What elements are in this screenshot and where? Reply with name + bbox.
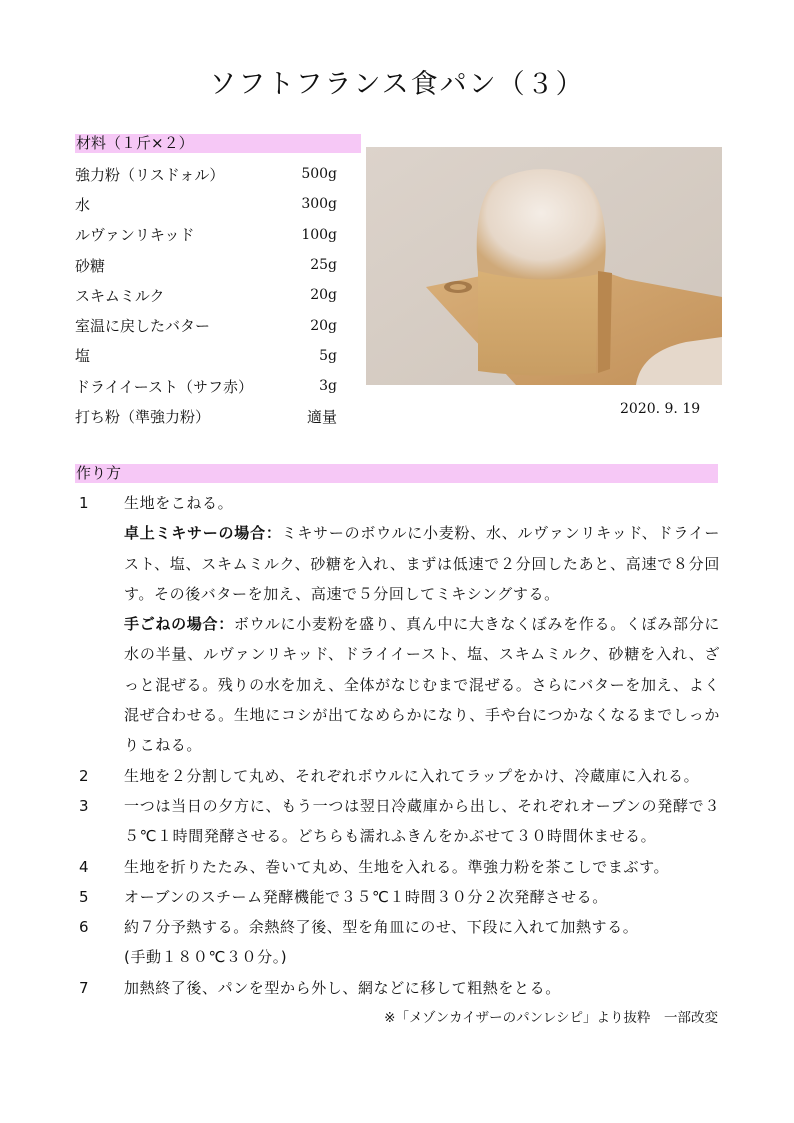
- ingredient-name: ドライイースト（サフ赤）: [75, 377, 254, 396]
- step-text: 一つは当日の夕方に、もう一つは翌日冷蔵庫から出し、それぞれオーブンの発酵で３５℃１時間発酵させる。どちらも濡れふきんをかぶせて３０時間休ませる。: [124, 796, 720, 846]
- ingredients-list: [75, 159, 337, 432]
- step-text: オーブンのスチーム発酵機能で３５℃１時間３０分２次発酵させる。: [124, 887, 608, 906]
- step-number: 4: [79, 857, 89, 876]
- ingredient-row: [75, 341, 337, 371]
- method-steps: [75, 488, 720, 1003]
- step-item: [75, 973, 720, 1003]
- step-text: 加熱終了後、パンを型から外し、網などに移して粗熱をとる。: [124, 978, 561, 997]
- step-text: 生地を折りたたみ、巻いて丸め、生地を入れる。準強力粉を茶こしでまぶす。: [124, 857, 670, 876]
- ingredient-amount: 25g: [310, 257, 337, 274]
- step-number: 6: [79, 918, 89, 937]
- step-number: [75, 609, 124, 760]
- bread-photo: [366, 147, 722, 385]
- step-item: [75, 518, 720, 609]
- step-body: ボウルに小麦粉を盛り、真ん中に大きなくぼみを作る。くぼみ部分に水の半量、ルヴァンリキッド、ドライイースト、塩、スキムミルク、砂糖を入れ、ざっと混ぜる。残りの水を加え、全体がなじむまで混ぜる。さらにバターを加え、よく混ぜ合わせる。生地にコシが出てなめらかになり、手や台につかなくなるまでしっかりこねる。: [124, 615, 720, 755]
- step-text: 生地を２分割して丸め、それぞれボウルに入れてラップをかけ、冷蔵庫に入れる。: [124, 766, 700, 785]
- step-number: [75, 942, 124, 972]
- date-label: 2020. 9. 19: [620, 401, 701, 417]
- ingredient-row: [75, 371, 337, 401]
- ingredient-amount: 5g: [319, 347, 337, 364]
- ingredient-name: 塩: [75, 347, 91, 366]
- ingredient-name: 強力粉（リスドォル）: [75, 165, 225, 184]
- ingredient-amount: 適量: [306, 408, 337, 427]
- ingredient-row: [75, 250, 337, 280]
- ingredient-name: ルヴァンリキッド: [75, 226, 195, 245]
- step-text: 生地をこねる。: [124, 494, 234, 512]
- ingredients-header: 材料（１斤×２）: [75, 134, 361, 153]
- ingredient-row: [75, 189, 337, 219]
- step-text: [124, 518, 720, 609]
- step-item: [75, 912, 720, 942]
- ingredient-amount: 500g: [301, 166, 337, 183]
- ingredient-name: 打ち粉（準強力粉）: [75, 408, 211, 427]
- ingredient-amount: 3g: [319, 378, 337, 395]
- ingredient-row: [75, 159, 337, 189]
- step-text: (手動１８０℃３０分。): [124, 948, 288, 967]
- ingredient-name: 室温に戻したバター: [75, 317, 211, 336]
- ingredient-amount: 100g: [301, 226, 337, 243]
- step-item: [75, 761, 720, 791]
- step-item: [75, 942, 720, 972]
- method-header: 作り方: [75, 464, 718, 483]
- ingredient-row: [75, 310, 337, 340]
- step-number: 5: [79, 887, 89, 906]
- source-note: ※「メゾンカイザーのパンレシピ」より抜粋 一部改変: [384, 1010, 718, 1026]
- step-text: 約７分予熱する。余熱終了後、型を角皿にのせ、下段に入れて加熱する。: [124, 918, 639, 937]
- ingredient-row: [75, 220, 337, 250]
- step-number: 7: [79, 978, 89, 997]
- page-title: ソフトフランス食パン（３）: [209, 69, 585, 100]
- ingredient-row: [75, 280, 337, 310]
- step-number: 2: [79, 766, 89, 785]
- ingredient-name: 砂糖: [75, 256, 106, 275]
- step-lead: 卓上ミキサーの場合：: [124, 524, 282, 543]
- ingredient-amount: 20g: [310, 287, 337, 304]
- step-body: ミキサーのボウルに小麦粉、水、ルヴァンリキッド、ドライースト、塩、スキムミルク、砂糖を入れ、まずは低速で２分回したあと、高速で８分回す。その後バターを加え、高速で５分回してミキシングする。: [124, 524, 720, 603]
- step-item: [75, 882, 720, 912]
- step-item: [75, 488, 720, 518]
- ingredient-amount: 300g: [301, 196, 337, 213]
- ingredient-name: 水: [75, 195, 91, 214]
- step-text: [124, 609, 720, 760]
- step-item: [75, 609, 720, 760]
- step-number: 1: [79, 494, 89, 512]
- step-number: [75, 518, 124, 609]
- step-number: 3: [79, 796, 89, 815]
- step-lead: 手ごねの場合：: [124, 615, 234, 634]
- ingredient-name: スキムミルク: [75, 286, 165, 305]
- step-item: [75, 852, 720, 882]
- ingredient-amount: 20g: [310, 317, 337, 334]
- step-item: [75, 791, 720, 852]
- ingredient-row: [75, 401, 337, 431]
